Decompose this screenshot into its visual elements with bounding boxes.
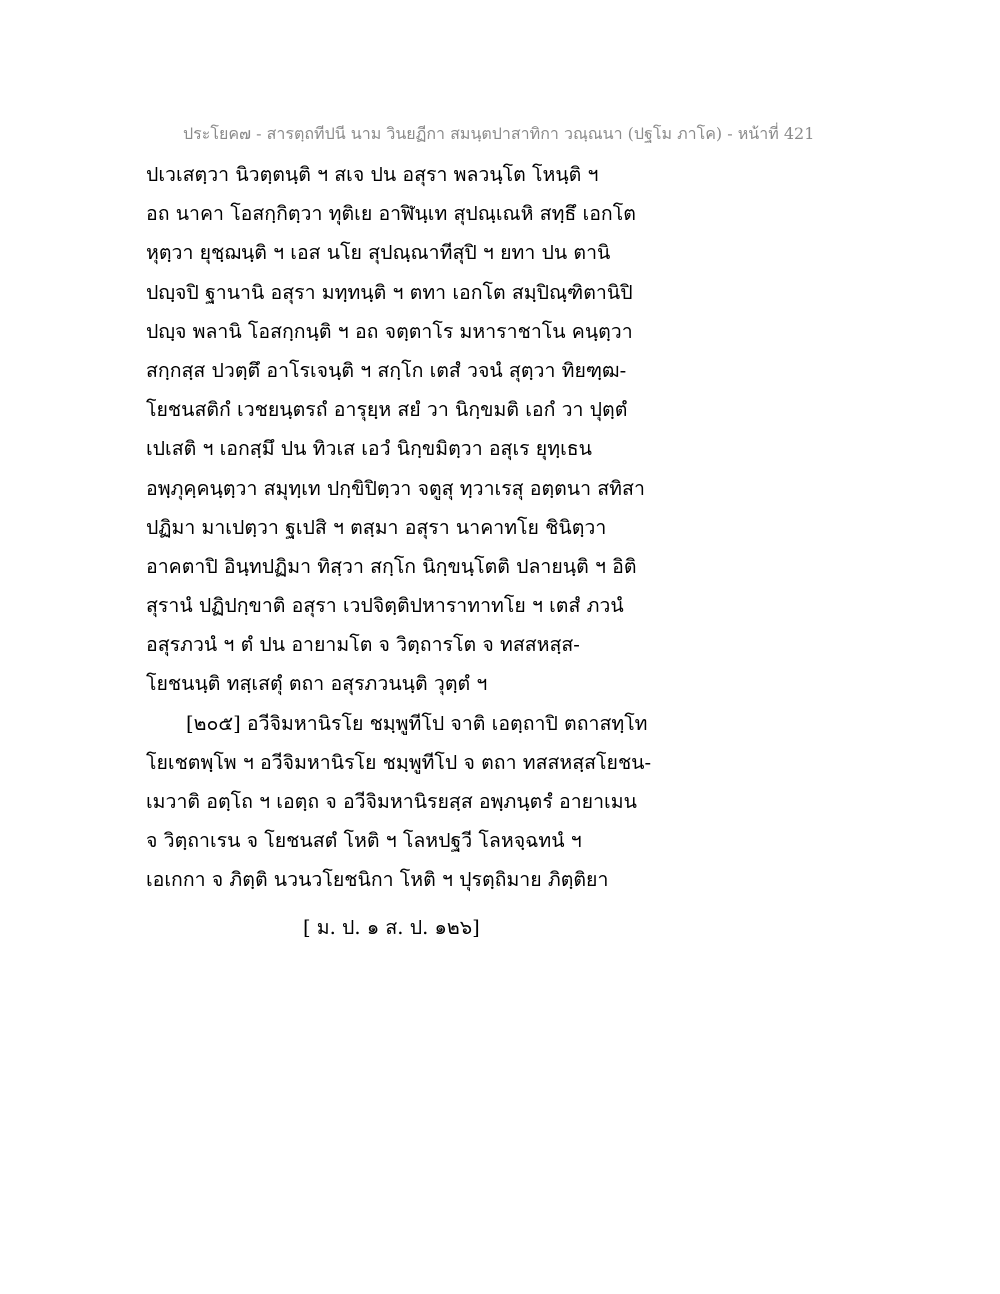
text-line: โยชนสติกํ เวชยนฺตรถํ อารุยฺห สยํ วา นิกฺขมติ เอกํ วา ปุตฺตํ — [146, 398, 628, 422]
page-reference: [ ม. ป. ๑ ส. ป. ๑๒๖] — [303, 916, 480, 939]
text-line: สกฺกสฺส ปวตฺตึ อาโรเจนฺติ ฯ สกฺโก เตสํ วจนํ สุตฺวา ทิยฑฺฒ- — [146, 358, 627, 382]
text-line: เปเสติ ฯ เอกสฺมึ ปน ทิวเส เอวํ นิกฺขมิตฺวา อสุเร ยุทฺเธน — [146, 437, 592, 461]
text-line: อสุรภวนํ ฯ ตํ ปน อายามโต จ วิตฺถารโต จ ทสสหสฺส- — [146, 633, 580, 657]
text-line: อถ นาคา โอสกฺกิตฺวา ทุติเย อาฬินฺเท สุปณฺเณหิ สทฺธึ เอกโต — [146, 202, 636, 226]
text-line: ปญฺจ พลานิ โอสกฺกนฺติ ฯ อถ จตฺตาโร มหาราชาโน คนฺตฺวา — [146, 319, 633, 343]
text-line: หุตฺวา ยุชฺฌนฺติ ฯ เอส นโย สุปณฺณาทีสุปิ ฯ ยทา ปน ตานิ — [146, 241, 611, 265]
text-line: เมวาติ อตฺโถ ฯ เอตฺถ จ อวีจิมหานิรยสฺส อพฺภนฺตรํ อายาเมน — [146, 790, 637, 813]
text-line: ปเวเสตฺวา นิวตฺตนฺติ ฯ สเจ ปน อสุรา พลวนฺโต โหนฺติ ฯ — [146, 163, 599, 186]
text-line: อพฺภุคฺคนฺตฺวา สมุทฺเท ปกฺขิปิตฺวา จตูสุ ทฺวาเรสุ อตฺตนา สทิสา — [146, 476, 645, 500]
text-line: ปญฺจปิ ฐานานิ อสุรา มทฺทนฺติ ฯ ตทา เอกโต สมฺปิณฺฑิตานิปิ — [146, 280, 633, 304]
body-text — [146, 155, 666, 900]
text-line: โยเชตพฺโพ ฯ อวีจิมหานิรโย ชมฺพูทีโป จ ตถา ทสสหสฺสโยชน- — [146, 750, 652, 774]
text-line: เอเกกา จ ภิตฺติ นวนวโยชนิกา โหติ ฯ ปุรตฺถิมาย ภิตฺติยา — [146, 868, 609, 892]
text-line: สุรานํ ปฏิปกฺขาติ อสุรา เวปจิตฺติปหาราทาทโย ฯ เตสํ ภวนํ — [146, 594, 624, 618]
text-line: โยชนนฺติ ทสฺเสตุํ ตถา อสุรภวนนฺติ วุตฺตํ ฯ — [146, 672, 488, 696]
page-header: ประโยค๗ - สารตฺถทีปนี นาม วินยฏีกา สมนฺตปาสาทิกา วณฺณนา (ปฐโม ภาโค) - หน้าที่ 421 — [183, 124, 815, 143]
text-line: จ วิตฺถาเรน จ โยชนสตํ โหติ ฯ โลหปฐวี โลหจฺฉทนํ ฯ — [146, 829, 582, 853]
text-line: ปฏิมา มาเปตฺวา ฐเปสิ ฯ ตสฺมา อสุรา นาคาทโย ชินิตฺวา — [146, 515, 607, 539]
text-line: อาคตาปิ อินฺทปฏิมา ทิสฺวา สกฺโก นิกฺขนฺโตติ ปลายนฺติ ฯ อิติ — [146, 554, 637, 578]
paragraph-start-line: [๒๐๕] อวีจิมหานิรโย ชมฺพูทีโป จาติ เอตฺถาปิ ตถาสทฺโท — [186, 711, 648, 735]
